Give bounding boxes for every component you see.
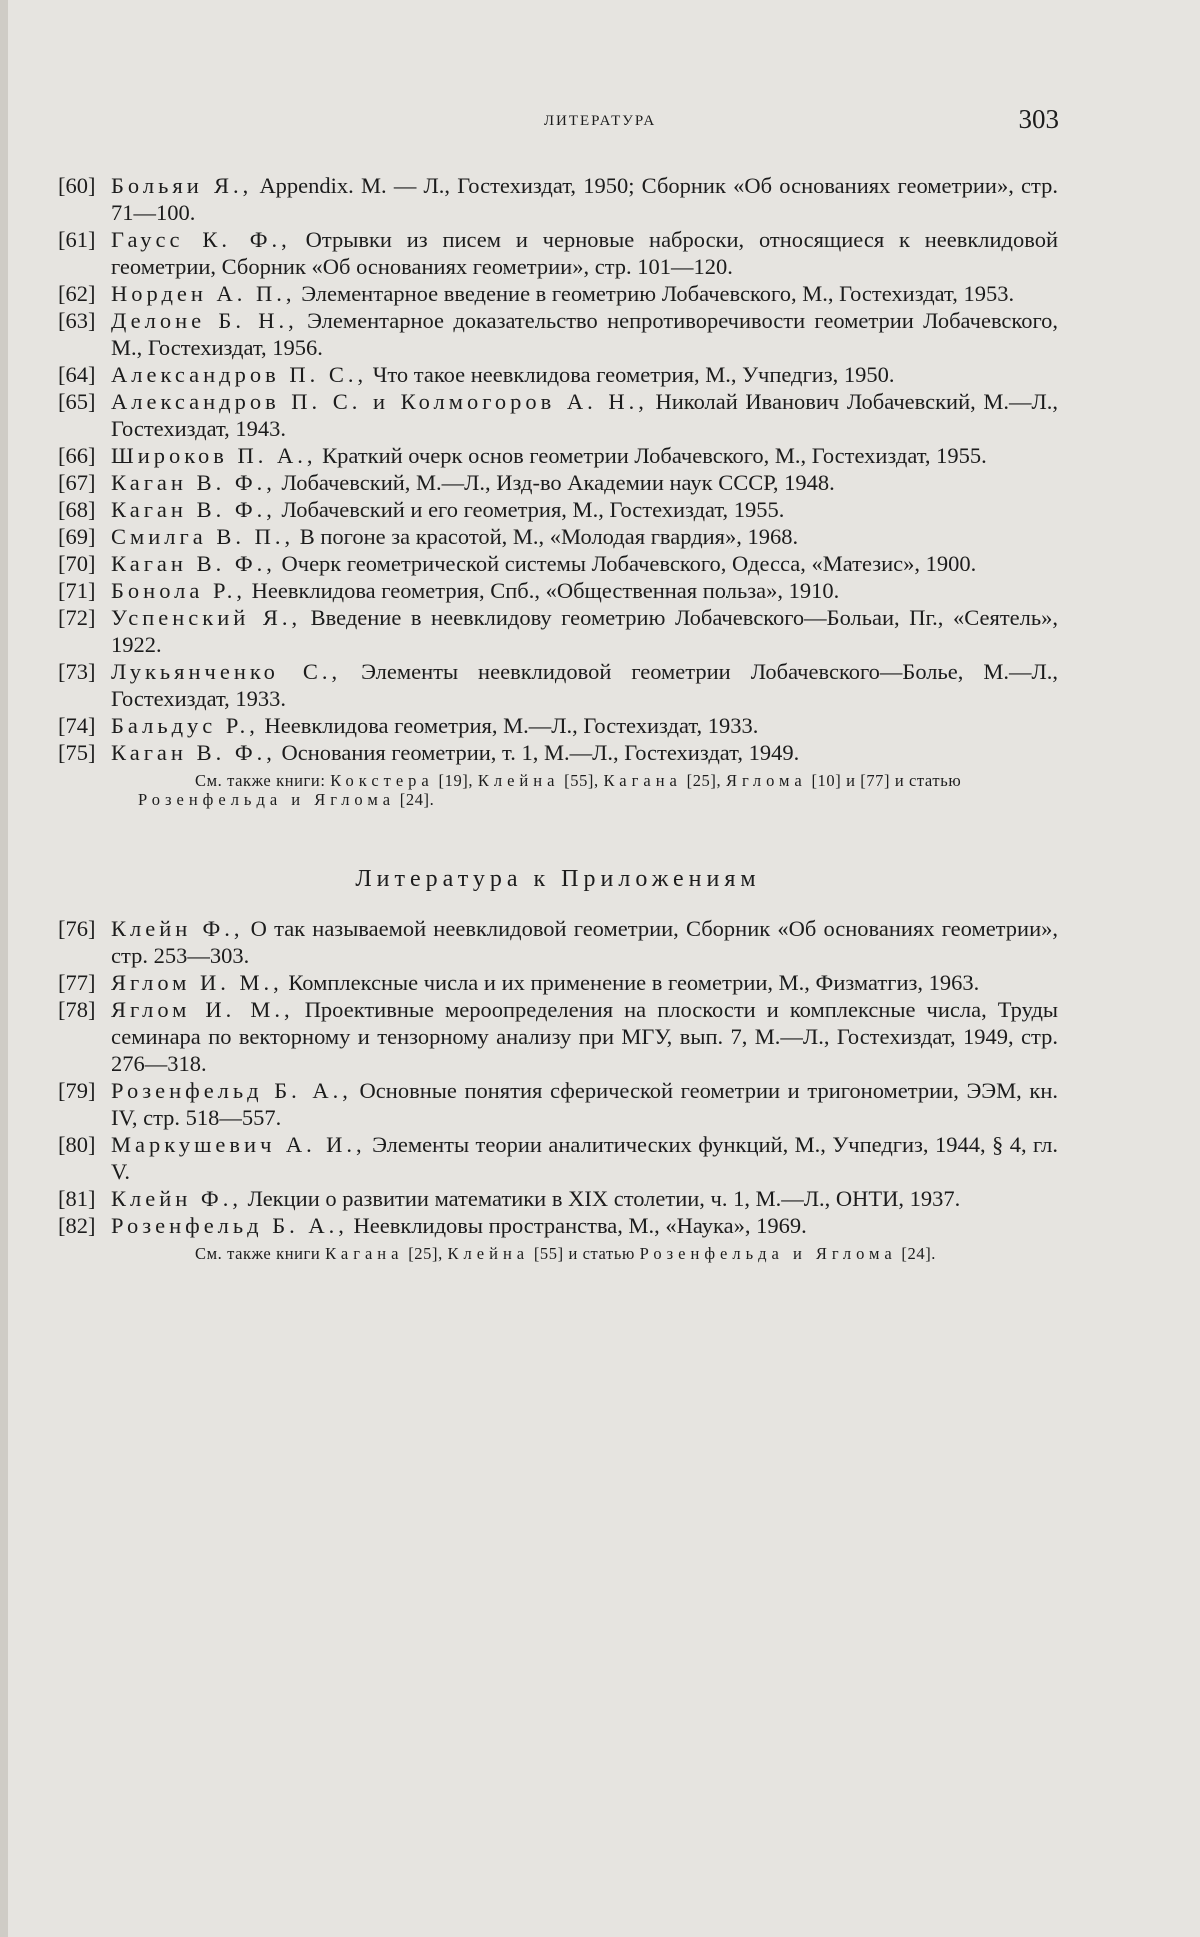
reference-author: Маркушевич А. И.,	[111, 1132, 366, 1157]
reference-text: Неевклидовы пространства, М., «Наука», 1969.	[353, 1213, 807, 1238]
reference-number: [80]	[58, 1132, 96, 1157]
reference-author: Успенский Я.,	[111, 605, 302, 630]
page-spine-edge	[0, 0, 8, 1937]
reference-number: [71]	[58, 578, 96, 603]
reference-entry	[58, 172, 1058, 226]
see-also-author: Розенфельда и Яглома	[639, 1244, 897, 1263]
reference-text: Комплексные числа и их применение в геометрии, М., Физматгиз, 1963.	[288, 970, 980, 995]
reference-author: Больяи Я.,	[111, 173, 253, 198]
see-also-ref: [55],	[564, 771, 599, 790]
see-also-ref: [24].	[901, 1244, 937, 1263]
reference-author: Розенфельд Б. А.,	[111, 1078, 352, 1103]
reference-author: Лукьянченко С.,	[111, 659, 342, 684]
see-also-prefix: См. также книги	[195, 1244, 321, 1263]
reference-number: [76]	[58, 916, 96, 941]
reference-number: [63]	[58, 308, 96, 333]
reference-text: В погоне за красотой, М., «Молодая гвардия», 1968.	[299, 524, 799, 549]
reference-number: [66]	[58, 443, 96, 468]
reference-text: Основания геометрии, т. 1, М.—Л., Гостехиздат, 1949.	[281, 740, 800, 765]
reference-number: [79]	[58, 1078, 96, 1103]
reference-author: Каган В. Ф.,	[111, 470, 276, 495]
reference-text: Лобачевский, М.—Л., Изд-во Академии наук СССР, 1948.	[281, 470, 835, 495]
reference-entry	[58, 307, 1058, 361]
reference-text: Элементарное введение в геометрию Лобачевского, М., Гостехиздат, 1953.	[301, 281, 1015, 306]
reference-number: [82]	[58, 1213, 96, 1238]
reference-number: [67]	[58, 470, 96, 495]
section-title: Литература к Приложениям	[355, 866, 761, 892]
reference-text: Неевклидова геометрия, М.—Л., Гостехиздат, 1933.	[264, 713, 759, 738]
reference-text: Лекции о развитии математики в XIX столетии, ч. 1, М.—Л., ОНТИ, 1937.	[247, 1186, 961, 1211]
reference-text: Николай Иванович Лобачевский, М.—Л., Гостехиздат, 1943.	[111, 389, 1059, 441]
reference-entry	[58, 1131, 1058, 1185]
reference-number: [75]	[58, 740, 96, 765]
reference-text: Неевклидова геометрия, Спб., «Общественная польза», 1910.	[251, 578, 840, 603]
reference-entry	[58, 658, 1058, 712]
reference-author: Бонола Р.,	[111, 578, 246, 603]
reference-number: [70]	[58, 551, 96, 576]
reference-text: Элементы неевклидовой геометрии Лобачевского—Болье, М.—Л., Гостехиздат, 1933.	[111, 659, 1058, 711]
reference-entry	[58, 550, 1058, 577]
see-also-author: Кагана	[603, 771, 682, 790]
reference-text: Проективные мероопределения на плоскости и комплексные числа, Труды семинара по векторному и тензорному анализу при МГУ, вып. 7, М.—Л., Гостехиздат, 1949, стр. 276—318.	[111, 997, 1059, 1076]
reference-author: Каган В. Ф.,	[111, 551, 276, 576]
reference-entry	[58, 469, 1058, 496]
reference-entry	[58, 388, 1058, 442]
reference-text: Что такое неевклидова геометрия, М., Учпедгиз, 1950.	[372, 362, 895, 387]
see-also-ref: [25],	[408, 1244, 443, 1263]
reference-author: Гаусс К. Ф.,	[111, 227, 291, 252]
reference-list	[58, 172, 1058, 766]
reference-number: [74]	[58, 713, 96, 738]
see-also-ref: [25],	[686, 771, 722, 790]
reference-number: [78]	[58, 997, 96, 1022]
reference-author: Каган В. Ф.,	[111, 740, 276, 765]
reference-entry	[58, 712, 1058, 739]
reference-entry	[58, 1212, 1058, 1239]
see-also-prefix: См. также книги:	[195, 771, 326, 790]
reference-author: Яглом И. М.,	[111, 970, 283, 995]
reference-entry	[58, 604, 1058, 658]
reference-number: [72]	[58, 605, 96, 630]
reference-number: [62]	[58, 281, 96, 306]
see-also-author: Клейна	[477, 771, 560, 790]
reference-text: Введение в неевклидову геометрию Лобачевского—Больаи, Пг., «Сеятель», 1922.	[111, 605, 1059, 657]
appendix-reference-list	[58, 915, 1058, 1239]
reference-number: [60]	[58, 173, 96, 198]
reference-entry	[58, 739, 1058, 766]
see-also-note	[58, 1244, 1058, 1263]
reference-author: Делоне Б. Н.,	[111, 308, 298, 333]
reference-text: Отрывки из писем и черновые наброски, относящиеся к неевклидовой геометрии, Сборник «Об основаниях геометрии», стр. 101—120.	[111, 227, 1059, 279]
see-also-ref: [55] и статью	[533, 1244, 635, 1263]
reference-author: Александров П. С. и Колмогоров А. Н.,	[111, 389, 648, 414]
see-also-author: Кокстера	[330, 771, 434, 790]
see-also-ref: [24].	[399, 790, 435, 809]
see-also-note	[58, 771, 1058, 809]
reference-text: Основные понятия сферической геометрии и тригонометрии, ЭЭМ, кн. IV, стр. 518—557.	[111, 1078, 1058, 1130]
reference-entry	[58, 496, 1058, 523]
page-number: 303	[1018, 104, 1059, 134]
reference-entry	[58, 1185, 1058, 1212]
see-also-author: Клейна	[447, 1244, 530, 1263]
reference-number: [61]	[58, 227, 96, 252]
reference-entry	[58, 280, 1058, 307]
see-also-author: Яглома	[725, 771, 807, 790]
reference-author: Норден А. П.,	[111, 281, 296, 306]
reference-text: Лобачевский и его геометрия, М., Гостехиздат, 1955.	[281, 497, 785, 522]
reference-author: Каган В. Ф.,	[111, 497, 276, 522]
reference-author: Смилга В. П.,	[111, 524, 295, 549]
reference-entry	[58, 915, 1058, 969]
reference-number: [73]	[58, 659, 96, 684]
reference-entry	[58, 361, 1058, 388]
reference-author: Александров П. С.,	[111, 362, 368, 387]
reference-entry	[58, 523, 1058, 550]
reference-text: О так называемой неевклидовой геометрии, Сборник «Об основаниях геометрии», стр. 253—303.	[111, 916, 1058, 968]
reference-entry	[58, 577, 1058, 604]
reference-author: Бальдус Р.,	[111, 713, 259, 738]
reference-author: Клейн Ф.,	[111, 1186, 242, 1211]
reference-number: [64]	[58, 362, 96, 387]
bibliography	[58, 172, 1058, 1263]
reference-author: Широков П. А.,	[111, 443, 317, 468]
reference-entry	[58, 969, 1058, 996]
reference-number: [81]	[58, 1186, 96, 1211]
reference-entry	[58, 226, 1058, 280]
see-also-ref: [19],	[438, 771, 474, 790]
reference-entry	[58, 1077, 1058, 1131]
reference-text: Очерк геометрической системы Лобачевского, Одесса, «Матезис», 1900.	[281, 551, 977, 576]
reference-text: Краткий очерк основ геометрии Лобачевского, М., Гостехиздат, 1955.	[322, 443, 987, 468]
reference-author: Яглом И. М.,	[111, 997, 294, 1022]
reference-text: Appendix. М. — Л., Гостехиздат, 1950; Сборник «Об основаниях геометрии», стр. 71—100.	[111, 173, 1059, 225]
reference-text: Элементарное доказательство непротиворечивости геометрии Лобачевского, М., Гостехиздат, 1956.	[111, 308, 1058, 360]
reference-text: Элементы теории аналитических функций, М., Учпедгиз, 1944, § 4, гл. V.	[111, 1132, 1058, 1184]
reference-number: [69]	[58, 524, 96, 549]
reference-number: [65]	[58, 389, 96, 414]
reference-number: [77]	[58, 970, 96, 995]
reference-number: [68]	[58, 497, 96, 522]
see-also-author: Розенфельда и Яглома	[138, 790, 396, 809]
reference-entry	[58, 996, 1058, 1077]
see-also-author: Кагана	[325, 1244, 404, 1263]
reference-entry	[58, 442, 1058, 469]
see-also-ref: [10] и [77] и статью	[811, 771, 962, 790]
reference-author: Розенфельд Б. А.,	[111, 1213, 348, 1238]
running-head: ЛИТЕРАТУРА	[543, 113, 657, 129]
reference-author: Клейн Ф.,	[111, 916, 244, 941]
